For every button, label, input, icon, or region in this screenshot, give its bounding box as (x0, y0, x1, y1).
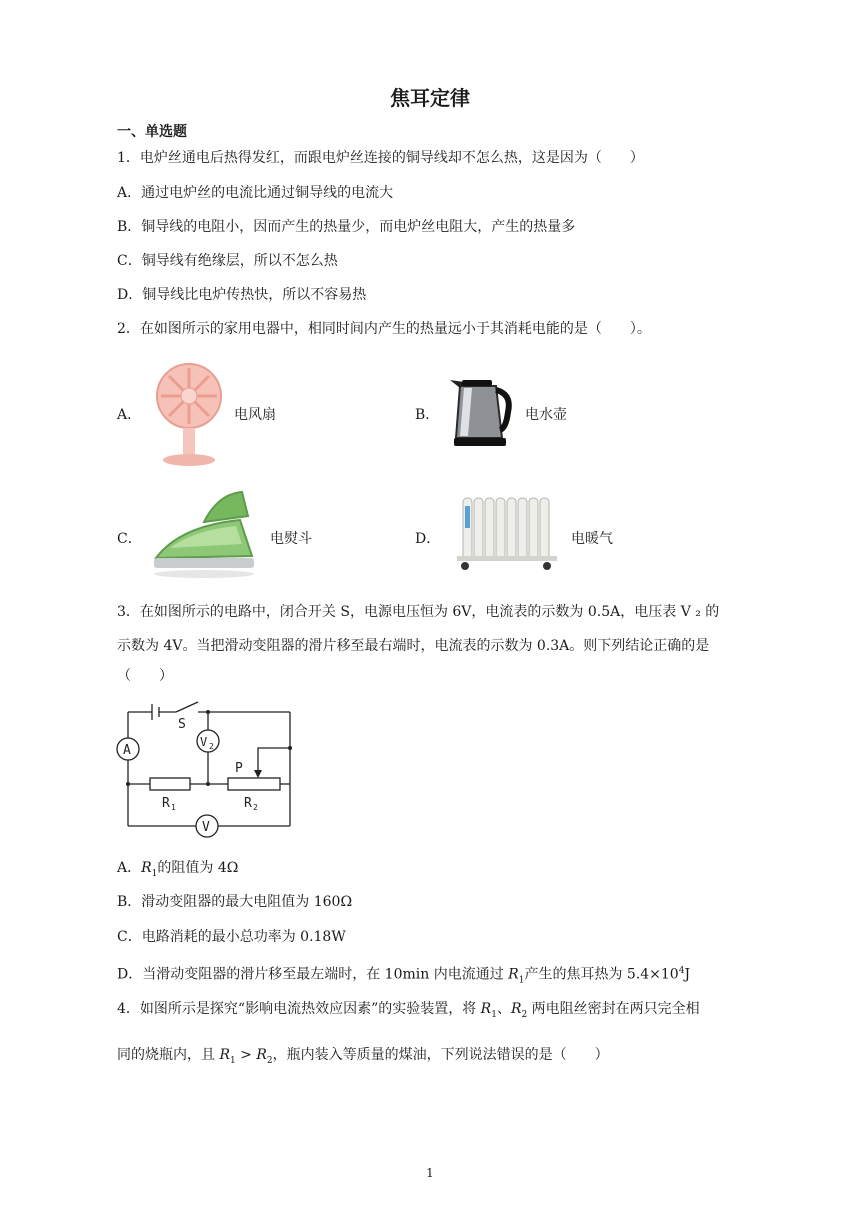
q1-option-d: D．铜导线比电炉传热快，所以不容易热 (117, 287, 367, 303)
q2-option-a-label: A． (117, 407, 142, 423)
oil-heater-image (455, 494, 559, 574)
q1-option-a: A．通过电炉丝的电流比通过铜导线的电流大 (117, 185, 394, 201)
q3-option-d: D．当滑动变阻器的滑片移至最左端时，在 10min 内电流通过 $R_1$产生的焦耳热为 $5.4\times 10^4J$ (117, 966, 691, 986)
electric-kettle-image (446, 372, 516, 450)
page-title: 焦耳定律 (390, 86, 470, 110)
electric-iron-image (150, 486, 258, 580)
q3-stem-line2: 示数为 4V。当把滑动变阻器的滑片移至最右端时，电流表的示数为 0.3A。则下列结论正确的是 (117, 638, 710, 654)
q3-stem-line3: （ ） (117, 668, 173, 684)
q3-option-a: A．$R_1$的阻值为 4Ω (117, 860, 239, 879)
slider-arrow-icon (254, 770, 262, 778)
r2-sub: 2 (253, 803, 258, 812)
q2-option-c-text: 电熨斗 (270, 531, 312, 547)
section-heading: 一、单选题 (117, 124, 187, 140)
q1-stem: 1．电炉丝通电后热得发红，而跟电炉丝连接的铜导线却不怎么热，这是因为（ ） (117, 150, 644, 166)
r2-label: R (244, 796, 252, 811)
q1-option-b: B．铜导线的电阻小，因而产生的热量少，而电炉丝电阻大，产生的热量多 (117, 219, 576, 235)
q3-option-b: B．滑动变阻器的最大电阻值为 160Ω (117, 894, 353, 910)
q2-option-b-label: B． (415, 407, 440, 423)
q3-stem-line1: 3．在如图所示的电路中，闭合开关 S，电源电压恒为 6V，电流表的示数为 0.5A，电压表 V ₂ 的 (117, 604, 720, 620)
q3-option-c: C．电路消耗的最小总功率为 0.18W (117, 929, 346, 945)
circuit-diagram (110, 696, 306, 840)
page-number: 1 (426, 1166, 434, 1180)
r1-sub: 1 (171, 803, 176, 812)
voltmeter-label: V (202, 820, 210, 835)
ammeter-label: A (123, 743, 131, 758)
q2-option-c-label: C． (117, 531, 142, 547)
q4-line2: 同的烧瓶内，且 $R_1 > R_2$，瓶内装入等质量的煤油，下列说法错误的是（ ） (117, 1047, 609, 1066)
q1-option-c: C．铜导线有绝缘层，所以不怎么热 (117, 253, 338, 269)
voltmeter2-label: V (200, 735, 208, 749)
q2-option-a-text: 电风扇 (234, 407, 276, 423)
slider-label: P (235, 761, 243, 776)
voltmeter2-sub: 2 (209, 742, 214, 751)
q4-line1: 4．如图所示是探究“影响电流热效应因素”的实验装置，将 $R_1$、$R_2$ 两电阻丝密封在两只完全相 (117, 1001, 700, 1020)
r1-label: R (162, 796, 170, 811)
switch-label: S (178, 717, 186, 732)
electric-fan-image (152, 358, 227, 468)
q2-option-b-text: 电水壶 (525, 407, 567, 423)
q2-option-d-label: D． (415, 531, 441, 547)
q2-stem: 2．在如图所示的家用电器中，相同时间内产生的热量远小于其消耗电能的是（ ）。 (117, 321, 651, 337)
q2-option-d-text: 电暖气 (571, 531, 613, 547)
